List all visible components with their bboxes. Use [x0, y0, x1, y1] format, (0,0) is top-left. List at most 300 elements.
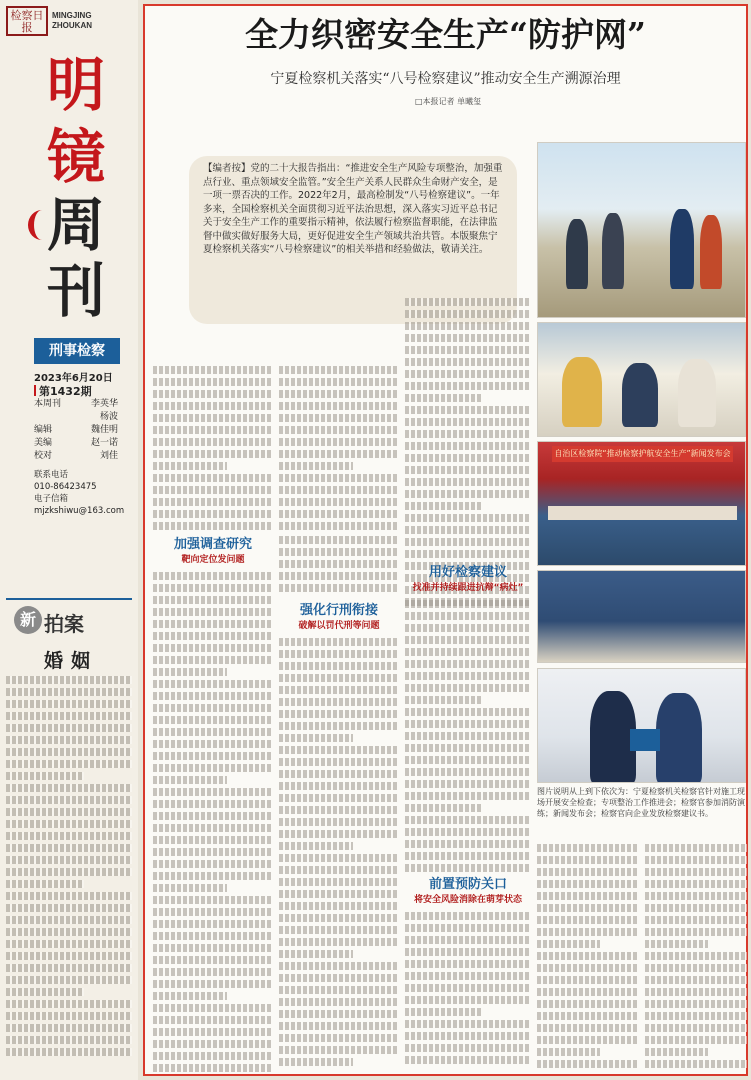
text-line: [153, 584, 273, 592]
text-line: [279, 698, 399, 706]
text-line: [153, 1004, 273, 1012]
text-line: [6, 988, 84, 996]
text-line: [405, 840, 531, 848]
section-4-title: 前置预防关口: [428, 877, 507, 892]
person-figure: [622, 363, 658, 427]
column-name: 拍案: [44, 612, 84, 636]
text-line: [279, 1058, 353, 1066]
text-line: [6, 808, 132, 816]
text-line: [645, 892, 747, 900]
text-line: [279, 414, 399, 422]
text-line: [405, 624, 531, 632]
staff-role: 美编: [34, 438, 53, 448]
text-line: [153, 474, 273, 482]
email-address: mjzkshiwu@163.com: [34, 506, 125, 516]
staff-row: [34, 437, 118, 450]
text-line: [405, 816, 531, 824]
text-line: [537, 976, 639, 984]
text-line: [405, 852, 531, 860]
text-line: [279, 890, 399, 898]
section-1-title: 加强调查研究: [173, 537, 252, 552]
logo-en-line-2: ZHOUKAN: [52, 21, 92, 30]
text-line: [153, 824, 273, 832]
text-line: [405, 768, 531, 776]
text-line: [6, 676, 132, 684]
text-line: [645, 928, 747, 936]
text-line: [153, 656, 273, 664]
text-line: [279, 770, 399, 778]
photo-site-inspection: [537, 142, 746, 318]
text-line: [6, 700, 132, 708]
text-line: [153, 848, 273, 856]
body-text-col-3b: [405, 600, 531, 872]
text-line: [537, 988, 639, 996]
text-line: [153, 968, 273, 976]
text-line: [279, 722, 399, 730]
text-line: [645, 1048, 708, 1056]
text-line: [153, 872, 273, 880]
staff-row: [34, 424, 118, 437]
text-line: [6, 976, 132, 984]
text-line: [405, 672, 531, 680]
section-1-subtitle: 靶向定位发问题: [181, 555, 245, 565]
body-text-col-3c: [405, 912, 531, 1072]
text-line: [405, 418, 531, 426]
text-line: [405, 1020, 531, 1028]
text-line: [405, 792, 531, 800]
text-line: [405, 984, 531, 992]
issue-number-text: 第1432期: [39, 385, 92, 398]
text-line: [279, 572, 399, 580]
text-line: [279, 758, 399, 766]
email-label: 电子信箱: [34, 494, 69, 504]
text-line: [405, 490, 531, 498]
text-line: [405, 828, 531, 836]
staff-name: 李英华: [90, 399, 118, 409]
text-line: [153, 498, 273, 506]
text-line: [279, 1034, 399, 1042]
photo-press-conference: [537, 441, 746, 566]
text-line: [153, 860, 273, 868]
text-line: [6, 736, 132, 744]
newspaper-logo: [6, 6, 92, 36]
text-line: [153, 426, 273, 434]
article-panel: [143, 4, 748, 1076]
text-line: [279, 474, 399, 482]
text-line: [153, 704, 273, 712]
text-line: [405, 514, 531, 522]
text-line: [645, 976, 747, 984]
text-line: [279, 560, 399, 568]
section-badge: 刑事检察: [34, 338, 120, 364]
text-line: [153, 378, 273, 386]
text-line: [405, 310, 531, 318]
section-3-title: 用好检察建议: [428, 565, 507, 580]
section-2-subtitle: 破解以罚代刑等问题: [298, 621, 380, 631]
text-line: [537, 916, 639, 924]
text-line: [405, 756, 531, 764]
text-line: [537, 892, 639, 900]
text-line: [6, 892, 132, 900]
text-line: [405, 744, 531, 752]
logo-english: [52, 11, 92, 31]
text-line: [405, 298, 531, 306]
text-line: [6, 844, 132, 852]
staff-row: [34, 411, 118, 424]
text-line: [153, 692, 273, 700]
text-line: [153, 944, 273, 952]
text-line: [153, 1028, 273, 1036]
person-figure: [700, 215, 722, 289]
text-line: [6, 724, 132, 732]
text-line: [153, 764, 273, 772]
press-banner: 自治区检察院“推动检察护航安全生产”新闻发布会: [552, 446, 733, 462]
text-line: [645, 1024, 747, 1032]
text-line: [279, 986, 399, 994]
body-text-col-1a: [153, 366, 273, 534]
photo-meeting: [537, 322, 746, 437]
text-line: [6, 1036, 132, 1044]
title-char-3: [44, 191, 108, 259]
staff-name: 魏佳明: [90, 425, 118, 435]
text-line: [405, 720, 531, 728]
person-figure: [670, 209, 694, 289]
text-line: [153, 438, 273, 446]
text-line: [153, 414, 273, 422]
text-line: [153, 812, 273, 820]
text-line: [645, 1036, 747, 1044]
text-line: [6, 952, 132, 960]
text-line: [153, 740, 273, 748]
text-line: [645, 1000, 747, 1008]
section-2-title: 强化行刑衔接: [299, 603, 378, 618]
text-line: [405, 924, 531, 932]
text-line: [405, 322, 531, 330]
text-line: [537, 1060, 639, 1068]
phone-number: 010-86423475: [34, 482, 97, 492]
photo-caption: 图片说明从上到下依次为：宁夏检察机关检察官针对施工现场开展安全检查；专项整治工作推进会；检察官参加消防演练；新闻发布会；检察官向企业发放检察建议书。: [537, 787, 745, 818]
body-text-col-1b: [153, 572, 273, 1072]
text-line: [153, 522, 273, 530]
text-line: [405, 684, 531, 692]
text-line: [6, 1024, 132, 1032]
text-line: [279, 686, 399, 694]
text-line: [645, 940, 708, 948]
text-line: [153, 908, 273, 916]
person-figure: [602, 213, 624, 289]
text-line: [6, 928, 132, 936]
text-line: [405, 406, 531, 414]
text-line: [405, 648, 531, 656]
text-line: [153, 716, 273, 724]
section-heading-1: [153, 536, 273, 566]
text-line: [405, 972, 531, 980]
text-line: [405, 708, 531, 716]
text-line: [6, 688, 132, 696]
text-line: [279, 510, 399, 518]
text-line: [153, 450, 273, 458]
text-line: [279, 366, 399, 374]
text-line: [537, 940, 600, 948]
person-figure: [562, 357, 602, 427]
text-line: [279, 974, 399, 982]
text-line: [279, 536, 399, 544]
text-line: [405, 334, 531, 342]
issue-marker: [34, 385, 36, 396]
text-line: [537, 844, 639, 852]
red-sweep-mark: [28, 210, 56, 240]
text-line: [405, 804, 483, 812]
text-line: [405, 526, 531, 534]
text-line: [279, 746, 399, 754]
document-folder: [630, 729, 660, 751]
text-line: [279, 902, 399, 910]
text-line: [405, 478, 531, 486]
text-line: [153, 728, 273, 736]
text-line: [6, 964, 132, 972]
body-text-col-2b: [279, 536, 399, 598]
text-line: [279, 734, 353, 742]
section-heading-3: [405, 564, 531, 594]
text-line: [279, 710, 399, 718]
text-line: [153, 644, 273, 652]
text-line: [645, 880, 747, 888]
text-line: [405, 1008, 483, 1016]
text-line: [405, 370, 531, 378]
text-line: [279, 938, 399, 946]
text-line: [153, 620, 273, 628]
text-line: [537, 1048, 600, 1056]
text-line: [405, 912, 531, 920]
issue-date: 2023年6月20日: [34, 373, 113, 384]
text-line: [405, 454, 531, 462]
text-line: [279, 854, 399, 862]
text-line: [405, 696, 483, 704]
text-line: [279, 830, 399, 838]
text-line: [405, 600, 531, 608]
text-line: [6, 748, 132, 756]
text-line: [153, 1052, 273, 1060]
text-line: [279, 1010, 399, 1018]
text-line: [6, 940, 132, 948]
contact-block: [34, 469, 124, 517]
person-figure: [656, 693, 702, 783]
title-char-3-text: 周: [46, 191, 105, 259]
text-line: [153, 1040, 273, 1048]
article-byline: □本报记者 单曦玺: [415, 97, 482, 106]
text-line: [405, 502, 483, 510]
text-line: [537, 856, 639, 864]
text-line: [153, 402, 273, 410]
text-line: [153, 800, 273, 808]
text-line: [279, 1046, 399, 1054]
text-line: [537, 1036, 639, 1044]
text-line: [537, 1000, 639, 1008]
text-line: [153, 920, 273, 928]
masthead-column: [0, 0, 138, 1080]
text-line: [153, 668, 227, 676]
text-line: [279, 782, 399, 790]
title-char-4: 刊: [46, 257, 105, 325]
text-line: [6, 916, 132, 924]
text-line: [405, 936, 531, 944]
staff-name: 赵一诺: [90, 438, 118, 448]
text-line: [645, 904, 747, 912]
column-badge: 新: [14, 606, 42, 634]
text-line: [153, 632, 273, 640]
text-line: [405, 1044, 531, 1052]
text-line: [153, 1064, 273, 1072]
text-line: [279, 462, 353, 470]
text-line: [6, 1000, 132, 1008]
text-line: [645, 844, 747, 852]
text-line: [405, 996, 531, 1004]
text-line: [537, 904, 639, 912]
text-line: [6, 856, 132, 864]
text-line: [279, 1022, 399, 1030]
text-line: [6, 904, 132, 912]
text-line: [279, 914, 399, 922]
text-line: [6, 796, 132, 804]
text-line: [405, 430, 531, 438]
text-line: [6, 1012, 132, 1020]
text-line: [6, 868, 132, 876]
text-line: [405, 948, 531, 956]
text-line: [153, 884, 227, 892]
title-char-1: 明: [46, 51, 105, 119]
text-line: [537, 964, 639, 972]
text-line: [405, 550, 531, 558]
text-line: [6, 880, 84, 888]
text-line: [153, 896, 273, 904]
text-line: [405, 636, 531, 644]
text-line: [279, 674, 399, 682]
body-text-col-4a: [537, 844, 639, 1072]
text-line: [153, 390, 273, 398]
text-line: [279, 878, 399, 886]
logo-seal: 检察日报: [6, 6, 48, 36]
podium-table: [548, 506, 737, 520]
text-line: [279, 650, 399, 658]
text-line: [6, 712, 132, 720]
text-line: [153, 486, 273, 494]
text-line: [279, 866, 399, 874]
text-line: [405, 864, 531, 872]
article-headline: 全力织密安全生产“防护网”: [245, 15, 646, 54]
text-line: [405, 442, 531, 450]
section-4-subtitle: 将安全风险消除在萌芽状态: [413, 895, 522, 905]
text-line: [645, 916, 747, 924]
text-line: [537, 928, 639, 936]
text-line: [153, 608, 273, 616]
text-line: [6, 832, 132, 840]
text-line: [279, 426, 399, 434]
text-line: [405, 382, 531, 390]
body-text-col-4b: [645, 844, 747, 1072]
text-line: [279, 522, 399, 530]
title-char-2: 镜: [46, 123, 105, 191]
text-line: [645, 868, 747, 876]
text-line: [405, 732, 531, 740]
person-figure: [566, 219, 588, 289]
text-line: [6, 772, 84, 780]
text-line: [153, 956, 273, 964]
text-line: [279, 662, 399, 670]
text-line: [405, 660, 531, 668]
text-line: [405, 466, 531, 474]
editor-note: 【编者按】党的二十大报告指出：“推进安全生产风险专项整治，加强重点行业、重点领域安全监管。”安全生产关系人民群众生命财产安全，是一项一票否决的工作。2022年2月，最高检制发“八号检察建议”。一年多来，全国检察机关全面贯彻习近平法治思想，深入落实习近平总书记关于安全生产工作的重要指示精神，依法履行检察监督职能，在法律监督中做实做好服务大局，更好促进安全生产领域共治共管。本版聚焦宁夏检察机关落实“八号检察建议”的相关举措和经验做法，敬请关注。: [189, 156, 517, 324]
text-line: [153, 572, 273, 580]
text-line: [279, 794, 399, 802]
text-line: [153, 510, 273, 518]
contact-label: 联系电话: [34, 470, 69, 480]
text-line: [537, 952, 639, 960]
text-line: [153, 836, 273, 844]
text-line: [537, 1012, 639, 1020]
divider: [6, 598, 132, 600]
text-line: [279, 438, 399, 446]
text-line: [279, 638, 399, 646]
text-line: [279, 950, 353, 958]
logo-en-line-1: MINGJING: [52, 11, 92, 20]
body-text-col-3a: [405, 298, 531, 608]
text-line: [153, 366, 273, 374]
text-line: [645, 1060, 747, 1068]
text-line: [279, 486, 399, 494]
text-line: [537, 880, 639, 888]
text-line: [405, 1056, 531, 1064]
section-heading-4: [405, 876, 531, 906]
text-line: [645, 988, 747, 996]
text-line: [153, 680, 273, 688]
photo-document-handover: [537, 668, 746, 783]
text-line: [279, 450, 399, 458]
text-line: [645, 964, 747, 972]
text-line: [6, 760, 132, 768]
text-line: [279, 962, 399, 970]
text-line: [153, 596, 273, 604]
text-line: [153, 788, 273, 796]
staff-role: 本周刊: [34, 399, 62, 409]
text-line: [405, 394, 483, 402]
text-line: [537, 868, 639, 876]
text-line: [279, 378, 399, 386]
text-line: [279, 926, 399, 934]
issue-number: [34, 385, 124, 398]
text-line: [405, 1032, 531, 1040]
text-line: [153, 992, 227, 1000]
text-line: [279, 402, 399, 410]
text-line: [645, 952, 747, 960]
text-line: [279, 548, 399, 556]
text-line: [153, 776, 227, 784]
issue-info: [34, 372, 124, 517]
section-3-subtitle: 找准并持续跟进抗辩“病灶”: [412, 583, 524, 593]
staff-row: [34, 450, 118, 463]
text-line: [645, 856, 747, 864]
text-line: [645, 1012, 747, 1020]
staff-name: 刘佳: [99, 451, 118, 461]
text-line: [279, 584, 399, 592]
staff-list: [34, 398, 124, 463]
section-heading-2: [279, 602, 399, 632]
text-line: [279, 498, 399, 506]
text-line: [279, 998, 399, 1006]
text-line: [153, 980, 273, 988]
text-line: [153, 752, 273, 760]
text-line: [6, 1048, 132, 1056]
text-line: [405, 780, 531, 788]
